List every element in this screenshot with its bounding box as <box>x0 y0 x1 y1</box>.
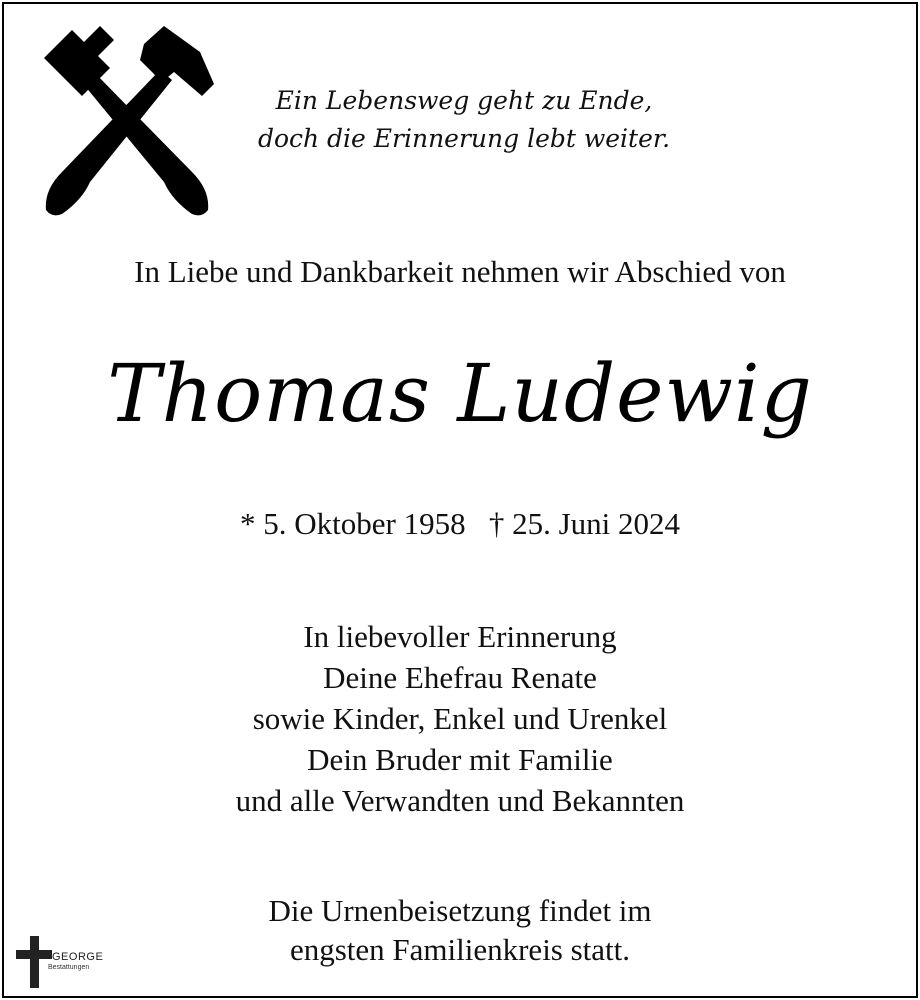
birth-date: * 5. Oktober 1958 <box>239 506 466 541</box>
crossed-hammers-icon <box>32 22 222 222</box>
logo-subtitle: Bestattungen <box>48 964 90 971</box>
mourner-line: sowie Kinder, Enkel und Urenkel <box>252 701 668 736</box>
intro-text: In Liebe und Dankbarkeit nehmen wir Abschied von <box>134 254 786 289</box>
motto <box>244 82 684 158</box>
funeral-home-logo <box>14 934 124 990</box>
mourners-list <box>4 616 916 821</box>
life-dates <box>4 506 916 542</box>
obituary-card <box>2 2 918 998</box>
death-date: † 25. Juni 2024 <box>488 506 681 541</box>
mourner-line: In liebevoller Erinnerung <box>303 619 617 654</box>
motto-line-1: Ein Lebensweg geht zu Ende, <box>275 86 653 115</box>
motto-line-2: doch die Erinnerung lebt weiter. <box>257 124 671 153</box>
deceased-name: Thomas Ludewig <box>107 347 813 440</box>
cross-icon <box>14 934 54 990</box>
logo-name: GEORGE <box>52 951 104 963</box>
mourner-line: und alle Verwandten und Bekannten <box>235 783 685 818</box>
burial-notice <box>4 891 916 969</box>
mourner-line: Dein Bruder mit Familie <box>307 742 613 777</box>
notice-line: Die Urnenbeisetzung findet im <box>268 893 652 928</box>
mourner-line: Deine Ehefrau Renate <box>323 660 597 695</box>
notice-line: engsten Familienkreis statt. <box>289 932 631 967</box>
